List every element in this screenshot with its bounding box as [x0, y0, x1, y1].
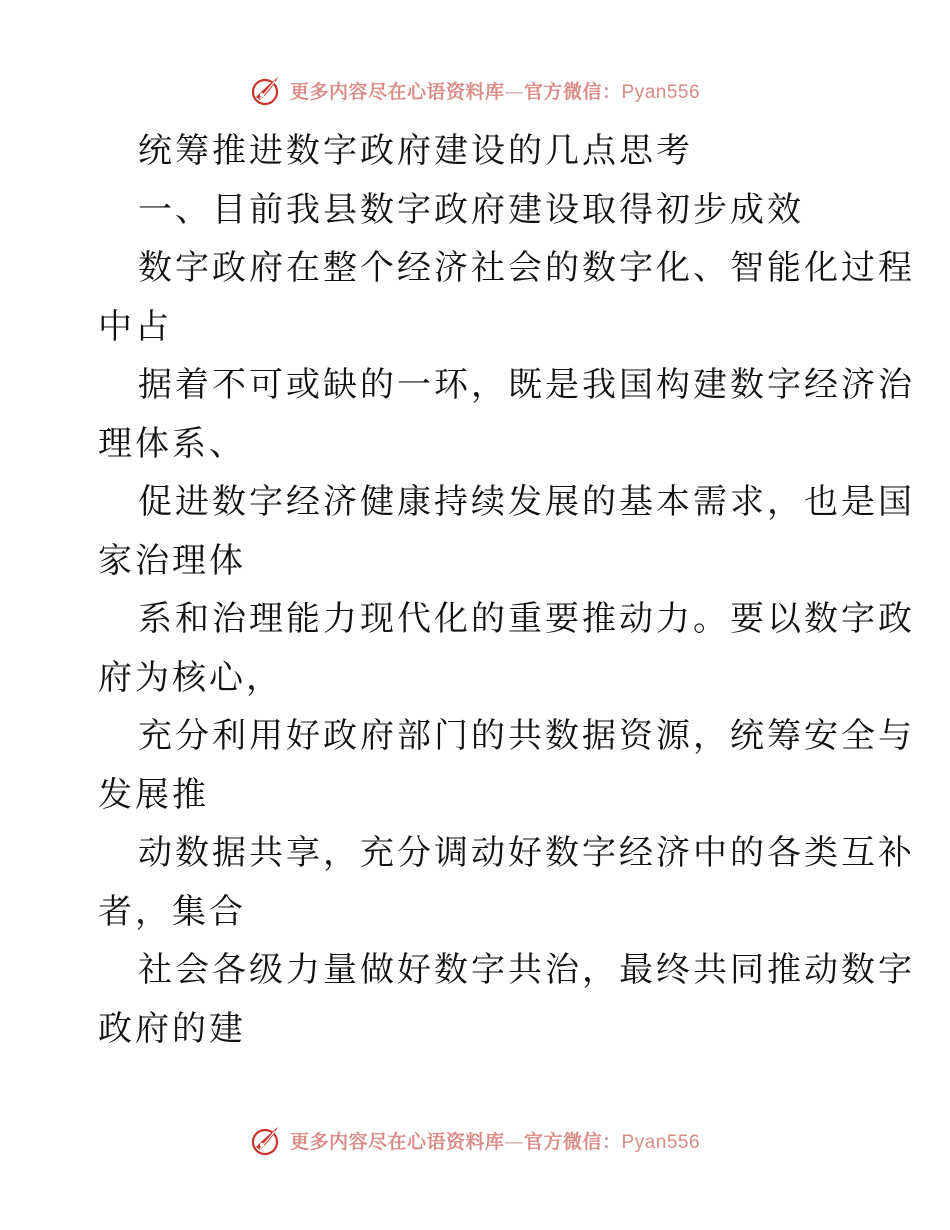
- paragraph-line: 动数据共享，充分调动好数字经济中的各类互补: [138, 833, 915, 873]
- paragraph-line: 家治理体: [98, 540, 246, 581]
- paragraph: [98, 239, 915, 1058]
- red-quill-pen-logo-icon: [250, 1123, 284, 1157]
- red-quill-pen-logo-icon: [250, 73, 284, 107]
- paragraph-line: 理体系、: [98, 423, 246, 464]
- paragraph-line: 社会各级力量做好数字共治，最终共同推动数字: [138, 950, 915, 990]
- header-banner-text: [290, 77, 700, 104]
- paragraph-line: 数字政府在整个经济社会的数字化、智能化过程: [138, 248, 915, 288]
- header-banner-main: 更多内容尽在心语资料库: [289, 80, 505, 103]
- footer-banner-account-label: 官方微信: [523, 1130, 602, 1153]
- paragraph-line: 府为核心，: [98, 657, 283, 698]
- paragraph-line: 据着不可或缺的一环，既是我国构建数字经济治: [138, 365, 915, 405]
- document-title: 统筹推进数字政府建设的几点思考: [138, 131, 693, 171]
- footer-banner-dash: —: [504, 1130, 524, 1153]
- footer-banner-separator: ：: [602, 1130, 622, 1153]
- paragraph-line: 系和治理能力现代化的重要推动力。要以数字政: [138, 599, 915, 639]
- header-banner: [0, 70, 950, 110]
- header-banner-account-label: 官方微信: [523, 80, 602, 103]
- paragraph-line: 中占: [98, 306, 172, 347]
- paragraph-line: 发展推: [98, 774, 209, 815]
- section-heading: 一、目前我县数字政府建设取得初步成效: [138, 189, 804, 230]
- paragraph-line: 促进数字经济健康持续发展的基本需求，也是国: [138, 482, 915, 522]
- header-banner-dash: —: [504, 80, 524, 103]
- paragraph-line: 政府的建: [98, 1008, 246, 1049]
- footer-banner-inner: [250, 1123, 700, 1157]
- header-banner-separator: ：: [602, 80, 622, 103]
- document-body: [98, 122, 915, 1058]
- footer-banner-main: 更多内容尽在心语资料库: [289, 1130, 505, 1153]
- footer-banner-text: [290, 1127, 700, 1154]
- paragraph-line: 者，集合: [98, 891, 246, 932]
- footer-banner-wechat-id: Pyan556: [621, 1131, 701, 1153]
- footer-banner: [0, 1120, 950, 1160]
- paragraph-line: 充分利用好政府部门的共数据资源，统筹安全与: [138, 716, 915, 756]
- header-banner-inner: [250, 73, 700, 107]
- header-banner-wechat-id: Pyan556: [621, 81, 701, 103]
